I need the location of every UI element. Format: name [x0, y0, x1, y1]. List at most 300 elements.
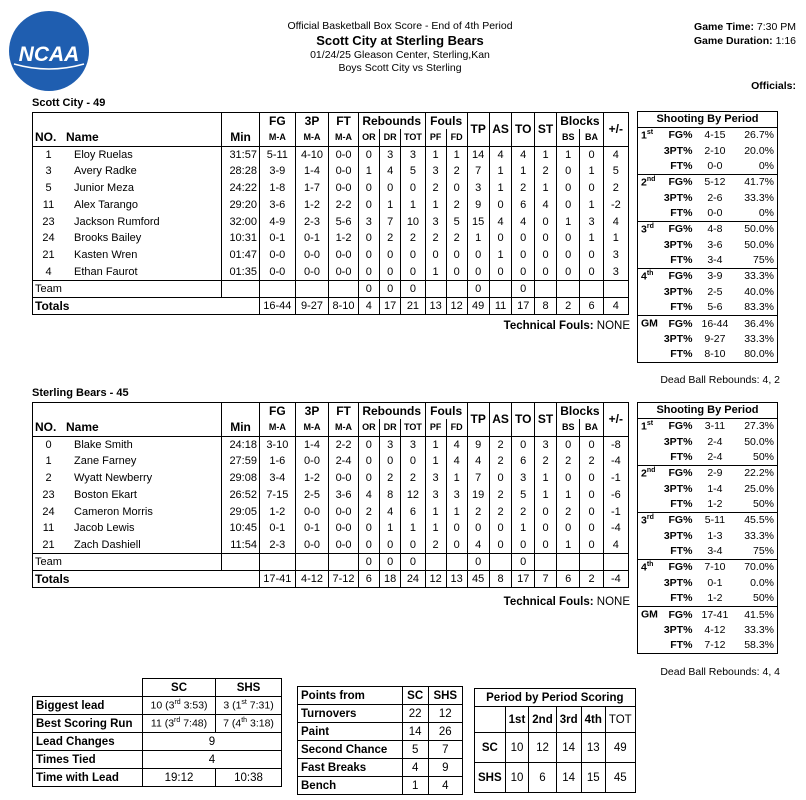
shot-percentage: 75%: [734, 253, 777, 269]
col-header-as: AS: [489, 403, 512, 437]
shot-made-attempted: 2-6: [707, 191, 723, 204]
fg: 3-4: [259, 470, 295, 487]
team-off-rebounds: 0: [358, 554, 379, 571]
blocked-against: 1: [580, 163, 603, 180]
steals: 1: [535, 180, 557, 197]
shot-made-attempted: 3-4: [695, 544, 734, 560]
fg: 7-15: [259, 486, 295, 503]
three-pt: 0-1: [295, 230, 329, 247]
plus-minus: 3: [603, 264, 628, 281]
dead-ball-rebounds: Dead Ball Rebounds: 4, 4: [660, 666, 780, 678]
fouls-drawn: 0: [446, 247, 467, 264]
shot-percentage: 40.0%: [744, 285, 774, 298]
ft: 0-0: [329, 180, 358, 197]
plus-minus: 1: [603, 230, 628, 247]
period-col: 3rd: [556, 707, 581, 733]
minutes: 26:52: [222, 486, 260, 503]
minutes: 32:00: [222, 213, 260, 230]
fg: 5-11: [259, 146, 295, 163]
points-from-col-shs: SHS: [428, 687, 462, 705]
personal-fouls: 3: [425, 470, 446, 487]
ft: 3-6: [329, 486, 358, 503]
personal-fouls: 2: [425, 230, 446, 247]
blocks: 2: [557, 503, 580, 520]
shot-made-attempted: 7-12: [695, 638, 734, 654]
shot-percentage: 41.5%: [744, 608, 774, 621]
shot-percentage: 33.3%: [744, 332, 774, 345]
points-from-shs: 7: [428, 741, 462, 759]
shot-made-attempted: 5-12: [704, 176, 726, 189]
col-header-no: NO.: [33, 419, 65, 436]
assists: 4: [489, 213, 512, 230]
player-name: Jackson Rumford: [64, 213, 222, 230]
assists: 2: [489, 503, 512, 520]
col-header-fd: FD: [446, 129, 467, 146]
shooting-row: [638, 143, 778, 159]
shooting-title: Shooting By Period: [638, 403, 778, 419]
personal-fouls: 3: [425, 213, 446, 230]
shot-made-attempted: 1-4: [707, 482, 723, 495]
three-pt: 0-0: [295, 453, 329, 470]
period-team-sc: SC: [475, 733, 506, 763]
col-header-blocks: Blocks: [557, 113, 604, 130]
off-rebounds: 0: [358, 520, 379, 537]
turnovers: 2: [512, 503, 535, 520]
total-value: 2: [580, 570, 603, 587]
period-score: 13: [581, 733, 605, 763]
personal-fouls: 1: [425, 146, 446, 163]
period-suffix: nd: [646, 176, 656, 184]
totals-row: [33, 297, 629, 314]
points-from-shs: 26: [428, 723, 462, 741]
total-rebounds: 0: [401, 453, 425, 470]
team-row-label: Team: [33, 280, 222, 297]
shooting-row: [638, 206, 778, 222]
shot-percentage: 41.7%: [744, 176, 774, 189]
fg: 3-9: [259, 163, 295, 180]
three-pt: 0-0: [295, 247, 329, 264]
turnovers: 6: [512, 453, 535, 470]
fg: 3-10: [259, 436, 295, 453]
shot-made-attempted: 7-10: [704, 561, 726, 574]
personal-fouls: 1: [425, 264, 446, 281]
shot-percentage: 50.0%: [744, 435, 774, 448]
shot-percentage: 20.0%: [744, 144, 774, 157]
col-header-min: Min: [222, 419, 260, 436]
shooting-row: [638, 575, 778, 591]
shot-made-attempted: 4-12: [704, 623, 726, 636]
blocks: 0: [557, 196, 580, 213]
totals-label: Totals: [33, 570, 260, 587]
personal-fouls: 1: [425, 520, 446, 537]
period-suffix: nd: [646, 467, 656, 475]
blocked-against: 0: [580, 180, 603, 197]
steals: 2: [535, 453, 557, 470]
game-time: 7:30 PM: [756, 21, 796, 33]
ncaa-logo: [6, 8, 92, 94]
team-def-rebounds: 0: [380, 280, 401, 297]
points: 19: [467, 486, 489, 503]
shot-made-attempted: 0-0: [695, 206, 734, 222]
period-col: 4th: [581, 707, 605, 733]
shooting-row: [638, 190, 778, 206]
game-venue: 01/24/25 Gleason Center, Sterling,Kan: [310, 49, 490, 61]
shooting-row: [638, 606, 778, 622]
points-from-label: Turnovers: [298, 705, 403, 723]
shooting-row: [638, 497, 778, 513]
shot-percentage: 33.3%: [744, 529, 774, 542]
points-from-shs: 9: [428, 759, 462, 777]
shot-type-label: FG%: [668, 467, 693, 480]
total-value: 13: [425, 297, 446, 314]
minutes: 10:31: [222, 230, 260, 247]
jersey-number: 1: [33, 453, 65, 470]
team-def-rebounds: 0: [380, 554, 401, 571]
player-row: [33, 436, 629, 453]
shot-made-attempted: 2-9: [707, 467, 723, 480]
points: 7: [467, 163, 489, 180]
col-header-or: OR: [358, 419, 379, 436]
total-value: 17: [512, 570, 535, 587]
player-name: Eloy Ruelas: [64, 146, 222, 163]
player-row: [33, 537, 629, 554]
def-rebounds: 1: [380, 520, 401, 537]
personal-fouls: 1: [425, 196, 446, 213]
shot-type-label: 3PT%: [663, 285, 693, 298]
col-header-ba: BA: [580, 419, 603, 436]
period-score: 10: [505, 733, 529, 763]
col-header-blocks: Blocks: [557, 403, 604, 420]
shot-made-attempted: 0-0: [695, 159, 734, 175]
ft: 2-4: [329, 453, 358, 470]
team-row: [33, 280, 629, 297]
assists: 1: [489, 180, 512, 197]
fg: 1-8: [259, 180, 295, 197]
plus-minus: 4: [603, 537, 628, 554]
points-from-label: Second Chance: [298, 741, 403, 759]
three-pt: 0-0: [295, 537, 329, 554]
shot-type-label: FT%: [658, 450, 696, 466]
steals: 4: [535, 196, 557, 213]
col-header-name: Name: [64, 419, 222, 436]
period-score: 12: [529, 733, 556, 763]
shot-type-label: FT%: [658, 300, 696, 316]
col-header-tp: TP: [467, 403, 489, 437]
game-time-label: Game Time:: [694, 21, 754, 33]
jersey-number: 21: [33, 247, 65, 264]
shot-type-label: FG%: [668, 514, 693, 527]
total-rebounds: 2: [401, 230, 425, 247]
total-rebounds: 2: [401, 470, 425, 487]
points-from-header: Points from: [298, 687, 403, 705]
period-number: 1: [641, 129, 647, 142]
minutes: 10:45: [222, 520, 260, 537]
personal-fouls: 3: [425, 486, 446, 503]
ft: 0-0: [329, 163, 358, 180]
col-header-fouls: Fouls: [425, 403, 467, 420]
fouls-drawn: 4: [446, 436, 467, 453]
game-info: [640, 20, 796, 48]
shot-percentage: 0.0%: [750, 576, 774, 589]
team-row-label: Team: [33, 554, 222, 571]
total-rebounds: 0: [401, 537, 425, 554]
blocks: 0: [557, 180, 580, 197]
plus-minus: -6: [603, 486, 628, 503]
total-value: 9-27: [295, 297, 329, 314]
fg: 1-2: [259, 503, 295, 520]
shot-percentage: 50.0%: [744, 238, 774, 251]
shooting-row: [638, 221, 778, 237]
shot-percentage: 58.3%: [734, 638, 777, 654]
shot-percentage: 33.3%: [744, 191, 774, 204]
period-total: 45: [605, 763, 635, 793]
technical-fouls: [380, 596, 630, 608]
shot-type-label: 3PT%: [663, 332, 693, 345]
shot-made-attempted: 3-11: [704, 420, 726, 433]
minutes: 28:28: [222, 163, 260, 180]
shot-type-label: FG%: [668, 176, 693, 189]
technical-fouls-label: Technical Fouls:: [503, 596, 594, 608]
total-value: 12: [425, 570, 446, 587]
total-rebounds: 0: [401, 247, 425, 264]
plus-minus: -2: [603, 196, 628, 213]
steals: 0: [535, 230, 557, 247]
off-rebounds: 0: [358, 180, 379, 197]
period-team-shs: SHS: [475, 763, 506, 793]
col-header-ma: M-A: [295, 129, 329, 146]
col-header-ft: FT: [329, 403, 358, 420]
col-header-st: ST: [535, 403, 557, 437]
lead-changes-label: Lead Changes: [33, 733, 143, 751]
shooting-row: [638, 450, 778, 466]
col-header-rebounds: Rebounds: [358, 403, 425, 420]
shooting-row: [638, 512, 778, 528]
def-rebounds: 4: [380, 503, 401, 520]
off-rebounds: 0: [358, 196, 379, 213]
col-header-fd: FD: [446, 419, 467, 436]
minutes: 29:05: [222, 503, 260, 520]
shot-made-attempted: 5-6: [695, 300, 734, 316]
minutes: 24:18: [222, 436, 260, 453]
personal-fouls: 3: [425, 163, 446, 180]
col-header-min: Min: [222, 129, 260, 146]
game-duration-label: Game Duration:: [693, 35, 773, 47]
plus-minus: -4: [603, 453, 628, 470]
col-header-pf: PF: [425, 129, 446, 146]
period-score: 15: [581, 763, 605, 793]
blocked-against: 0: [580, 503, 603, 520]
best-run-shs: 7 (4th 3:18): [216, 715, 282, 733]
shooting-row: [638, 544, 778, 560]
col-header-pf: PF: [425, 419, 446, 436]
blocks: 1: [557, 213, 580, 230]
period-col-tot: TOT: [605, 707, 635, 733]
period-scoring-table: [474, 688, 636, 793]
total-rebounds: 0: [401, 180, 425, 197]
shooting-row: [638, 268, 778, 284]
col-header-as: AS: [489, 113, 512, 147]
col-header-rebounds: Rebounds: [358, 113, 425, 130]
shooting-row: [638, 284, 778, 300]
steals: 1: [535, 146, 557, 163]
total-value: 17-41: [259, 570, 295, 587]
shot-type-label: FT%: [658, 497, 696, 513]
times-tied-label: Times Tied: [33, 751, 143, 769]
shot-percentage: 27.3%: [744, 420, 774, 433]
player-row: [33, 470, 629, 487]
team-points: 0: [467, 554, 489, 571]
period-number: 1: [641, 420, 647, 433]
total-rebounds: 0: [401, 264, 425, 281]
shot-type-label: FG%: [668, 129, 693, 142]
period-number: 4: [641, 270, 647, 283]
blocks: 1: [557, 146, 580, 163]
total-value: 24: [401, 570, 425, 587]
three-pt: 0-1: [295, 520, 329, 537]
player-row: [33, 196, 629, 213]
shot-made-attempted: 2-4: [707, 435, 723, 448]
shot-made-attempted: 1-2: [695, 591, 734, 607]
blocked-against: 0: [580, 264, 603, 281]
technical-fouls-value: NONE: [596, 320, 630, 332]
def-rebounds: 0: [380, 180, 401, 197]
player-row: [33, 503, 629, 520]
personal-fouls: 2: [425, 180, 446, 197]
shot-type-label: FT%: [658, 591, 696, 607]
ft: 0-0: [329, 264, 358, 281]
ft: 0-0: [329, 470, 358, 487]
total-value: 17: [512, 297, 535, 314]
box-score-table: [32, 402, 629, 588]
period-number: 4: [641, 561, 647, 574]
period-number: 3: [641, 514, 647, 527]
col-header-plus-minus: +/-: [603, 113, 628, 147]
jersey-number: 24: [33, 503, 65, 520]
points: 0: [467, 247, 489, 264]
times-tied-value: 4: [143, 751, 282, 769]
turnovers: 4: [512, 146, 535, 163]
best-run-sc: 11 (3rd 7:48): [143, 715, 216, 733]
totals-row: [33, 570, 629, 587]
shot-made-attempted: 4-15: [704, 129, 726, 142]
report-header: [200, 20, 600, 75]
blocked-against: 0: [580, 247, 603, 264]
points: 9: [467, 436, 489, 453]
period-suffix: rd: [646, 514, 654, 522]
col-header-fouls: Fouls: [425, 113, 467, 130]
lead-changes-value: 9: [143, 733, 282, 751]
player-row: [33, 213, 629, 230]
shot-type-label: FT%: [658, 159, 696, 175]
technical-fouls-label: Technical Fouls:: [503, 320, 594, 332]
def-rebounds: 0: [380, 453, 401, 470]
shooting-row: [638, 622, 778, 638]
minutes: 01:35: [222, 264, 260, 281]
shot-percentage: 75%: [734, 544, 777, 560]
team-title: Sterling Bears - 45: [32, 387, 129, 399]
def-rebounds: 3: [380, 436, 401, 453]
period-suffix: st: [646, 420, 654, 428]
fouls-drawn: 2: [446, 163, 467, 180]
col-header-ma: M-A: [259, 419, 295, 436]
shot-type-label: 3PT%: [663, 191, 693, 204]
steals: 0: [535, 537, 557, 554]
def-rebounds: 0: [380, 264, 401, 281]
off-rebounds: 0: [358, 264, 379, 281]
points: 7: [467, 470, 489, 487]
steals: 0: [535, 247, 557, 264]
jersey-number: 11: [33, 520, 65, 537]
total-rebounds: 10: [401, 213, 425, 230]
jersey-number: 11: [33, 196, 65, 213]
shot-percentage: 26.7%: [744, 129, 774, 142]
player-name: Zach Dashiell: [64, 537, 222, 554]
total-rebounds: 1: [401, 520, 425, 537]
col-header-dr: DR: [380, 129, 401, 146]
ft: 0-0: [329, 537, 358, 554]
three-pt: 1-2: [295, 196, 329, 213]
shot-type-label: FT%: [658, 544, 696, 560]
total-value: 12: [446, 297, 467, 314]
personal-fouls: 2: [425, 537, 446, 554]
biggest-lead-label: Biggest lead: [33, 697, 143, 715]
points: 3: [467, 180, 489, 197]
team-total-rebounds: 0: [401, 554, 425, 571]
player-row: [33, 453, 629, 470]
shot-type-label: 3PT%: [663, 482, 693, 495]
lead-table: [32, 678, 282, 787]
personal-fouls: 1: [425, 453, 446, 470]
officials-label: Officials:: [751, 80, 796, 92]
period-suffix: rd: [646, 223, 654, 231]
blocked-against: 2: [580, 453, 603, 470]
period-suffix: st: [646, 129, 654, 137]
shot-made-attempted: 2-4: [695, 450, 734, 466]
player-row: [33, 230, 629, 247]
time-with-lead-shs: 10:38: [216, 769, 282, 787]
ft: 0-0: [329, 520, 358, 537]
game-matchup: Boys Scott City vs Sterling: [338, 62, 462, 74]
shot-type-label: FT%: [658, 206, 696, 222]
period-number: GM: [641, 317, 658, 330]
shot-percentage: 83.3%: [734, 300, 777, 316]
team-total-rebounds: 0: [401, 280, 425, 297]
total-value: 6: [580, 297, 603, 314]
off-rebounds: 0: [358, 146, 379, 163]
blocks: 0: [557, 436, 580, 453]
player-row: [33, 163, 629, 180]
plus-minus: 4: [603, 213, 628, 230]
total-value: 21: [401, 297, 425, 314]
shot-percentage: 50.0%: [744, 223, 774, 236]
off-rebounds: 4: [358, 486, 379, 503]
game-duration: 1:16: [775, 35, 796, 47]
best-run-label: Best Scoring Run: [33, 715, 143, 733]
shot-type-label: FG%: [668, 420, 693, 433]
player-name: Boston Ekart: [64, 486, 222, 503]
fouls-drawn: 0: [446, 537, 467, 554]
turnovers: 0: [512, 436, 535, 453]
personal-fouls: 1: [425, 503, 446, 520]
shot-percentage: 25.0%: [744, 482, 774, 495]
def-rebounds: 3: [380, 146, 401, 163]
total-rebounds: 1: [401, 196, 425, 213]
def-rebounds: 8: [380, 486, 401, 503]
period-suffix: th: [646, 270, 654, 278]
technical-fouls: [380, 320, 630, 332]
turnovers: 0: [512, 264, 535, 281]
blocks: 0: [557, 230, 580, 247]
